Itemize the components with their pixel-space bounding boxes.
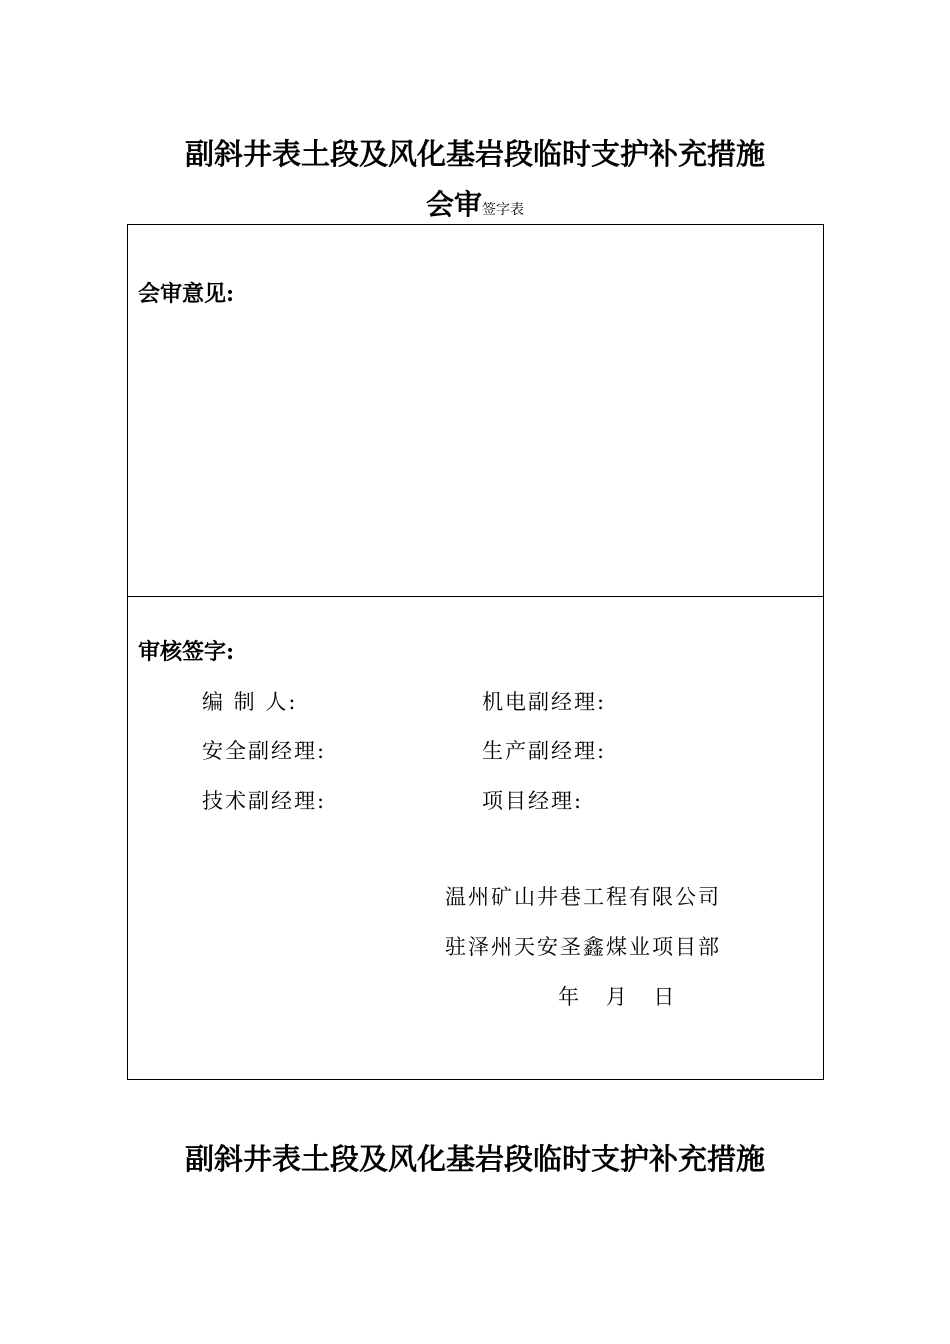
compiler-label: 编 制 人: [202, 690, 298, 714]
signature-heading: 审核签字: [138, 639, 235, 665]
safety-deputy-label: 安全副经理: [202, 739, 327, 763]
production-deputy-label: 生产副经理: [482, 739, 607, 763]
form-divider [128, 596, 823, 597]
company-name: 温州矿山井巷工程有限公司 [445, 885, 721, 909]
technical-deputy-label: 技术副经理: [202, 789, 327, 813]
date-line: 年 月 日 [558, 985, 675, 1009]
document-subtitle [0, 183, 950, 223]
mech-elec-deputy-label: 机电副经理: [482, 690, 607, 714]
document-title: 副斜井表土段及风化基岩段临时支护补充措施 [184, 137, 765, 171]
project-department-name: 驻泽州天安圣鑫煤业项目部 [445, 935, 721, 959]
review-sign-form [127, 224, 824, 1080]
subtitle-main-text: 会审 [425, 188, 482, 221]
project-manager-label: 项目经理: [482, 789, 584, 813]
subtitle-small-text: 签字表 [482, 202, 524, 218]
review-opinion-heading: 会审意见: [138, 281, 235, 307]
next-section-title: 副斜井表土段及风化基岩段临时支护补充措施 [184, 1142, 765, 1176]
